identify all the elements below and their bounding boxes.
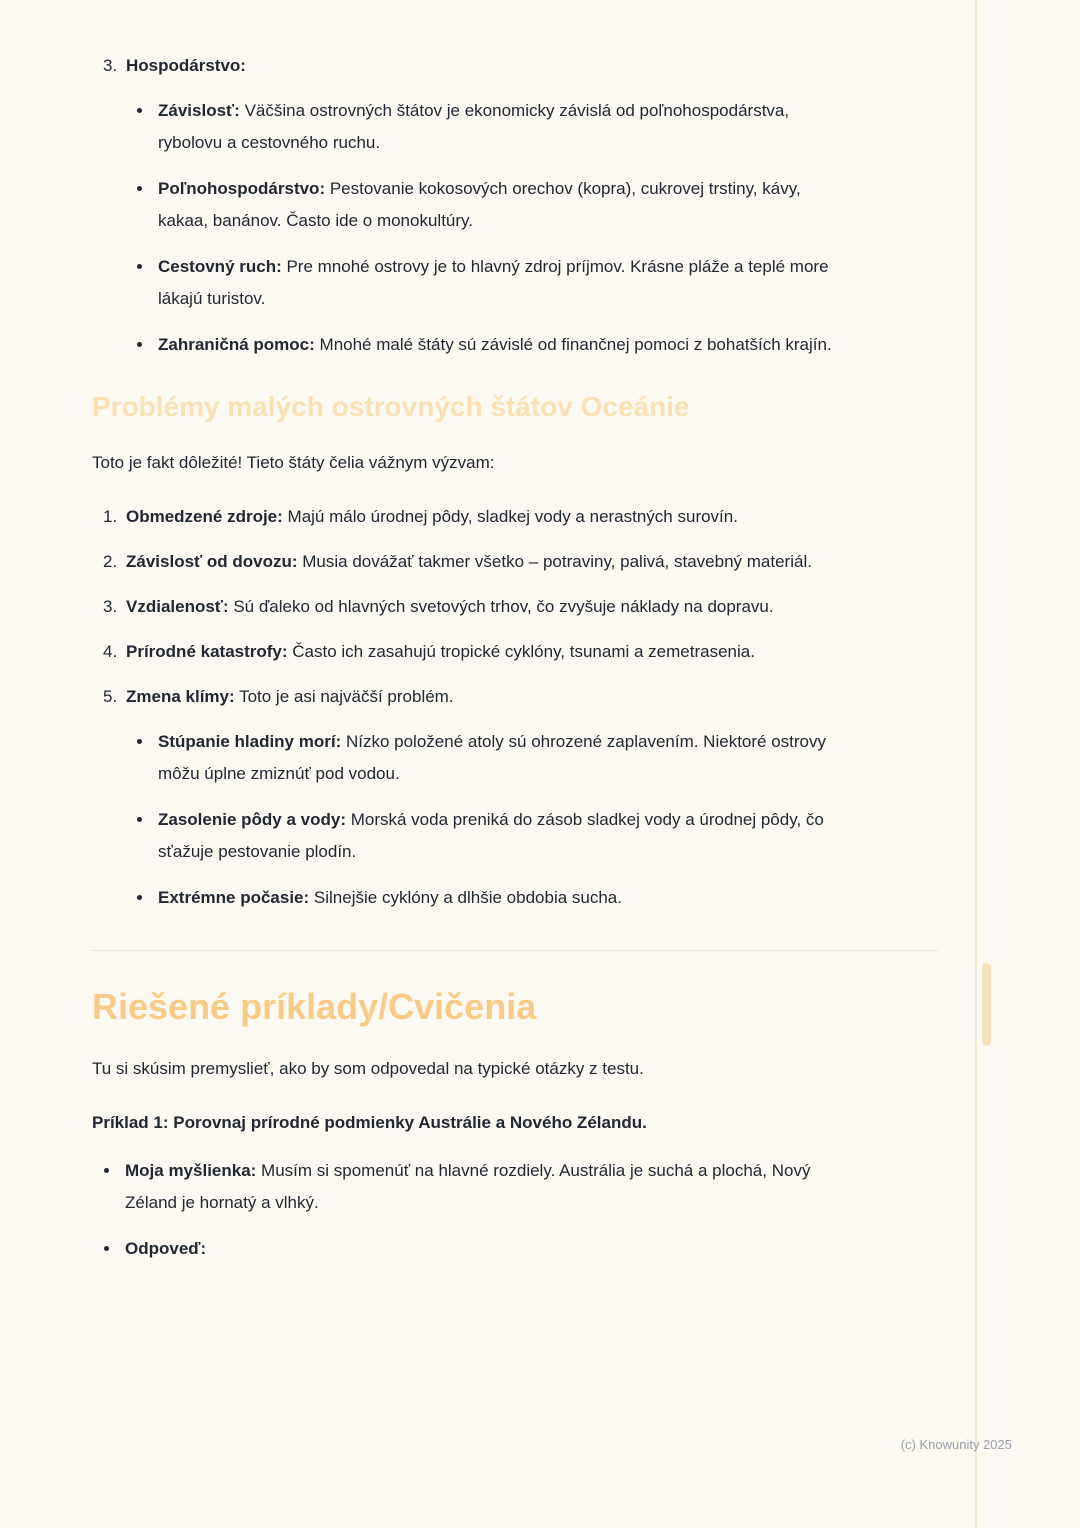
list-item-lead: Extrémne počasie: bbox=[158, 888, 310, 907]
list-item bbox=[137, 882, 938, 914]
list-item-text bbox=[126, 591, 774, 623]
list-item-rest: Mnohé malé štáty sú závislé od finančnej pomoci z bohatších krajín. bbox=[314, 335, 832, 354]
list-item-lead: Prírodné katastrofy: bbox=[126, 642, 288, 661]
heading-problems: Problémy malých ostrovných štátov Oceánie bbox=[92, 391, 690, 422]
problems-intro: Toto je fakt dôležité! Tieto štáty čelia vážnym výzvam: bbox=[92, 453, 495, 472]
list-item-lead: Závislosť: bbox=[158, 101, 240, 120]
document-content bbox=[92, 50, 938, 1279]
list-item-lead: Obmedzené zdroje: bbox=[126, 507, 283, 526]
list-item bbox=[104, 1155, 938, 1219]
climate-bullet-list bbox=[92, 726, 938, 914]
list-item bbox=[137, 726, 938, 790]
list-item-lead: Závislosť od dovozu: bbox=[126, 552, 298, 571]
list-item bbox=[137, 251, 938, 315]
list-item-rest: Silnejšie cyklóny a dlhšie obdobia sucha. bbox=[309, 888, 622, 907]
numbered-item bbox=[92, 636, 938, 668]
bullet-icon bbox=[137, 739, 142, 744]
list-item-text bbox=[126, 546, 812, 578]
section-title-wrap bbox=[126, 50, 246, 82]
list-item-text bbox=[126, 681, 454, 713]
list-item-rest: Musia dovážať takmer všetko – potraviny, palivá, stavebný materiál. bbox=[297, 552, 812, 571]
example1-title: Príklad 1: Porovnaj prírodné podmienky Austrálie a Nového Zélandu. bbox=[92, 1113, 647, 1132]
list-item-lead: Poľnohospodárstvo: bbox=[158, 179, 326, 198]
list-marker: 4. bbox=[103, 642, 118, 661]
heading-exercises: Riešené príklady/Cvičenia bbox=[92, 986, 537, 1027]
example1-bullet-list bbox=[92, 1155, 938, 1265]
problems-numbered-list bbox=[92, 501, 938, 914]
list-item-text bbox=[158, 95, 848, 159]
scrollbar-thumb[interactable] bbox=[982, 963, 991, 1046]
list-item-rest: Sú ďaleko od hlavných svetových trhov, čo zvyšuje náklady na dopravu. bbox=[228, 597, 774, 616]
section-title: Hospodárstvo: bbox=[126, 56, 246, 75]
list-item-text bbox=[158, 804, 848, 868]
list-item-rest: Majú málo úrodnej pôdy, sladkej vody a nerastných surovín. bbox=[282, 507, 738, 526]
list-item-text bbox=[158, 726, 848, 790]
list-item-rest: Nízko položené atoly sú ohrozené zaplavením. Niektoré ostrovy môžu úplne zmiznúť pod vodou. bbox=[158, 732, 826, 783]
list-item-lead: Zmena klímy: bbox=[126, 687, 235, 706]
numbered-item bbox=[92, 501, 938, 533]
bullet-icon bbox=[137, 895, 142, 900]
list-item-rest: Morská voda preniká do zásob sladkej vody a úrodnej pôdy, čo sťažuje pestovanie plodín. bbox=[158, 810, 824, 861]
list-item-lead: Odpoveď: bbox=[125, 1239, 207, 1258]
footer-watermark: (c) Knowunity 2025 bbox=[900, 1437, 1012, 1452]
list-item bbox=[137, 173, 938, 237]
exercises-intro: Tu si skúsim premyslieť, ako by som odpovedal na typické otázky z testu. bbox=[92, 1059, 644, 1078]
list-item-lead: Cestovný ruch: bbox=[158, 257, 282, 276]
list-item-lead: Stúpanie hladiny morí: bbox=[158, 732, 342, 751]
section-divider bbox=[92, 950, 938, 951]
list-item-text bbox=[125, 1233, 206, 1265]
list-item-text bbox=[126, 636, 755, 668]
economy-bullet-list bbox=[92, 95, 938, 361]
numbered-item bbox=[92, 681, 938, 713]
list-item-rest: Pre mnohé ostrovy je to hlavný zdroj príjmov. Krásne pláže a teplé more lákajú turistov. bbox=[158, 257, 829, 308]
list-item bbox=[104, 1233, 938, 1265]
list-item-lead: Moja myšlienka: bbox=[125, 1161, 257, 1180]
list-item-text bbox=[125, 1155, 841, 1219]
bullet-icon bbox=[104, 1168, 109, 1173]
list-item-rest: Musím si spomenúť na hlavné rozdiely. Austrália je suchá a plochá, Nový Zéland je hornatý a vlhký. bbox=[125, 1161, 811, 1212]
numbered-item-economy bbox=[92, 50, 938, 82]
list-item-lead: Zasolenie pôdy a vody: bbox=[158, 810, 346, 829]
list-item-rest: Pestovanie kokosových orechov (kopra), cukrovej trstiny, kávy, kakaa, banánov. Často ide o monokultúry. bbox=[158, 179, 801, 230]
numbered-item bbox=[92, 546, 938, 578]
bullet-icon bbox=[137, 264, 142, 269]
list-item bbox=[137, 804, 938, 868]
list-marker: 3. bbox=[103, 56, 118, 75]
numbered-item bbox=[92, 591, 938, 623]
list-marker: 1. bbox=[103, 507, 118, 526]
list-item bbox=[137, 329, 938, 361]
list-item-rest: Väčšina ostrovných štátov je ekonomicky závislá od poľnohospodárstva, rybolovu a cestovného ruchu. bbox=[158, 101, 790, 152]
list-item-lead: Vzdialenosť: bbox=[126, 597, 229, 616]
bullet-icon bbox=[137, 342, 142, 347]
list-item-text bbox=[158, 173, 848, 237]
bullet-icon bbox=[137, 108, 142, 113]
page-edge-line bbox=[975, 0, 977, 1528]
bullet-icon bbox=[137, 817, 142, 822]
list-item-text bbox=[158, 329, 832, 361]
list-item-text bbox=[126, 501, 738, 533]
list-item-rest: Toto je asi najväčší problém. bbox=[234, 687, 454, 706]
bullet-icon bbox=[137, 186, 142, 191]
list-item-rest: Často ich zasahujú tropické cyklóny, tsunami a zemetrasenia. bbox=[287, 642, 755, 661]
list-marker: 3. bbox=[103, 597, 118, 616]
list-item-text bbox=[158, 882, 622, 914]
list-item-lead: Zahraničná pomoc: bbox=[158, 335, 315, 354]
list-marker: 2. bbox=[103, 552, 118, 571]
list-item bbox=[137, 95, 938, 159]
list-item-text bbox=[158, 251, 848, 315]
bullet-icon bbox=[104, 1246, 109, 1251]
list-marker: 5. bbox=[103, 687, 118, 706]
